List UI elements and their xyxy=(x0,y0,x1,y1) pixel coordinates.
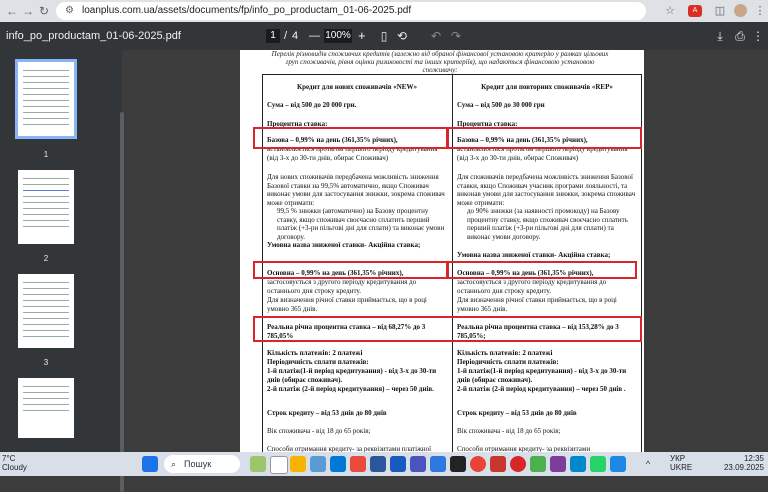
page-separator: / xyxy=(284,30,288,42)
search-label: Пошук xyxy=(184,459,212,469)
extension-icon[interactable]: A xyxy=(688,5,702,17)
new-age: Вік споживача - від 18 до 65 років; xyxy=(267,427,371,435)
rep-main-rate: Основна – 0,99% на день (361,35% річних), xyxy=(457,269,594,277)
page-thumbnail[interactable] xyxy=(18,170,74,244)
more-options-icon[interactable]: ⋮ xyxy=(752,29,764,43)
highlight-real-rate xyxy=(253,316,642,342)
rep-ways: Способи отримання кредиту- за реквізитами xyxy=(457,445,591,452)
viber-icon[interactable] xyxy=(550,456,566,472)
lang-line-2: UKRE xyxy=(670,463,693,472)
highlight-rep-main-rate xyxy=(447,261,637,279)
rep-discount-item: до 90% знижки (за наявності промокоду) на Базову процентну ставку, якщо споживач своєчасно сплатить перший платіж (+3-ри пільгові дні для сплати) та виконає умови договору. xyxy=(467,207,628,241)
rep-term: Строк кредиту – від 53 днів до 80 днів xyxy=(457,409,577,417)
new-discount-name: Умовна назва зниженої ставки- Акційна ставка; xyxy=(267,241,421,249)
search-icon: ⌕ xyxy=(171,459,177,469)
rep-discount-intro: Для споживачів передбачена можливість зниження Базової ставки, якщо Споживач учасник програми лояльності, та виконав умови для застосування знижки, зокрема споживач може отримати: xyxy=(457,173,636,207)
copilot-icon[interactable] xyxy=(310,456,326,472)
thumbnail-label: 3 xyxy=(43,358,49,367)
rep-payment-2: 2-й платіж (2-й період кредитування) – через 50 днів . xyxy=(457,385,626,393)
widget-icon[interactable] xyxy=(250,456,266,472)
rep-payment-1: 1-й платіж(1-й період кредитування) - від 3-х до 30-ти днів (обирає споживач). xyxy=(457,367,627,384)
language-indicator[interactable] xyxy=(670,454,692,472)
back-icon[interactable]: ← xyxy=(6,4,18,18)
task-view-icon[interactable] xyxy=(270,456,288,474)
file-name: info_po_productam_01-06-2025.pdf xyxy=(6,30,181,42)
app-icon-5[interactable] xyxy=(490,456,506,472)
redo-icon[interactable]: ↷ xyxy=(450,29,462,43)
new-main-note: застосовується з другого періоду кредитування до останнього дня строку кредиту. xyxy=(267,278,417,295)
highlight-new-main-rate xyxy=(253,261,448,279)
new-discount-intro: Для нових споживачів передбачена можливість зниження Базової ставки на 99,5% автоматично, якщо Споживач виконає умови для застосування знижки, зокрема споживач може отримати: xyxy=(267,173,445,207)
new-annual-note: Для визначення річної ставки приймається, що в році умовно 365 днів. xyxy=(267,296,427,313)
page-thumbnail[interactable] xyxy=(18,62,74,136)
weather-widget[interactable] xyxy=(2,454,27,472)
rep-period: Періодичність сплати платежів: xyxy=(457,358,559,366)
zoom-out-button[interactable]: — xyxy=(309,30,320,42)
pdf-toolbar xyxy=(0,22,768,50)
new-base-rate: Базова – 0,99% на день (361,35% річних), xyxy=(267,136,398,144)
thumbnail-label: 2 xyxy=(43,254,49,263)
download-icon[interactable]: ⤓ xyxy=(717,29,723,43)
whatsapp-icon[interactable] xyxy=(590,456,606,472)
page-number-input[interactable]: 1 xyxy=(266,29,280,43)
new-payment-1: 1-й платіж(1-й період кредитування) - від 3-х до 30-ти днів (обирає споживач). xyxy=(267,367,437,384)
new-discount-item: 99,5 % знижки (автоматично) на Базову процентну ставку, якщо споживач своєчасно сплатить перший платіж (+3-ри пільгові дні для сплати) та виконає умови договору. xyxy=(277,207,445,241)
new-sum: Сума – від 500 до 20 000 грн. xyxy=(267,101,357,109)
weather-temp: 7°C xyxy=(2,454,16,463)
taskbar xyxy=(0,452,768,476)
app-icon-6[interactable] xyxy=(530,456,546,472)
new-real-rate: Реальна річна процентна ставка – від 68,27% до 3 785,05% xyxy=(267,323,426,340)
taskbar-search[interactable] xyxy=(164,455,240,473)
zoom-in-button[interactable]: + xyxy=(358,28,366,43)
new-main-rate: Основна – 0,99% на день (361,35% річних), xyxy=(267,269,404,277)
sidebar-scrollbar[interactable] xyxy=(120,112,124,492)
app-icon-1[interactable] xyxy=(350,456,366,472)
rep-annual-note: Для визначення річної ставки приймається, що в році умовно 365 днів. xyxy=(457,296,617,313)
pdf-page xyxy=(240,50,644,452)
app-icon-2[interactable] xyxy=(370,456,386,472)
bookmark-star-icon[interactable]: ☆ xyxy=(665,5,675,17)
site-info-icon[interactable]: ⚙ xyxy=(65,5,74,16)
rep-base-note: встановлюється протягом першого періоду кредитування (від 3-х до 30-ти днів, обирає Споживач) xyxy=(457,145,628,162)
edge-icon[interactable] xyxy=(330,456,346,472)
page-thumbnail[interactable] xyxy=(18,378,74,438)
rep-rate-title: Процентна ставка: xyxy=(457,120,518,128)
weather-text: Cloudy xyxy=(2,463,27,472)
new-rate-title: Процентна ставка: xyxy=(267,120,328,128)
fit-page-icon[interactable]: ▯ xyxy=(380,29,388,43)
browser-chrome xyxy=(0,0,768,22)
new-ways: Способи отримання кредиту- за реквізитами платіжної xyxy=(267,445,432,452)
opera-icon[interactable] xyxy=(510,456,526,472)
app-icon-7[interactable] xyxy=(610,456,626,472)
intro-text: Перелік різновидів споживчих кредитів (залежно від обраної фінансової установою критерію у рамках цільових груп споживачів, рівня оцінки ризиковості та інших критеріїв), що надаються фінансовою установою споживачу: xyxy=(271,50,609,74)
url-text: loanplus.com.ua/assets/documents/fp/info_po_productam_01-06-2025.pdf xyxy=(82,5,412,16)
teams-icon[interactable] xyxy=(410,456,426,472)
print-icon[interactable]: ⎙ xyxy=(735,29,745,43)
undo-icon[interactable]: ↶ xyxy=(430,29,442,43)
highlight-rep-base-rate xyxy=(447,127,642,149)
rotate-icon[interactable]: ⟲ xyxy=(396,29,408,43)
new-period: Періодичність сплати платежів: xyxy=(267,358,369,366)
zoom-input[interactable]: 100% xyxy=(325,30,351,41)
rep-real-rate: Реальна річна процентна ставка – від 153,28% до 3 785,05%; xyxy=(457,323,619,340)
lang-line-1: УКР xyxy=(670,454,686,463)
new-term: Строк кредиту – від 53 днів до 80 днів xyxy=(267,409,387,417)
rep-payments: Кількість платежів: 2 платежі xyxy=(457,349,553,357)
clock[interactable] xyxy=(724,454,764,472)
rep-base-rate: Базова – 0,99% на день (361,35% річних), xyxy=(457,136,588,144)
windows-start-icon[interactable] xyxy=(142,456,158,472)
chrome-icon[interactable] xyxy=(470,456,486,472)
menu-kebab-icon[interactable]: ⋮ xyxy=(754,5,766,17)
total-pages: 4 xyxy=(292,30,299,42)
address-bar[interactable] xyxy=(56,2,646,20)
rep-discount-name: Умовна назва зниженої ставки- Акційна ставка; xyxy=(457,251,611,259)
new-base-note: встановлюється протягом першого періоду кредитування (від 3-х до 30-ти днів, обирає Споживач) xyxy=(267,145,438,162)
rep-sum: Сума – від 500 до 30 000 грн xyxy=(457,101,545,109)
rep-age: Вік споживача - від 18 до 65 років; xyxy=(457,427,561,435)
tray-chevron-icon[interactable]: ^ xyxy=(645,459,651,469)
page-thumbnail[interactable] xyxy=(18,274,74,348)
thumbnail-label: 1 xyxy=(43,150,49,159)
extensions-puzzle-icon[interactable]: ◫ xyxy=(714,5,726,17)
thumbnail-sidebar xyxy=(0,50,122,452)
app-icon-3[interactable] xyxy=(390,456,406,472)
new-heading: Кредит для нових споживачів «NEW» xyxy=(297,83,417,91)
dropbox-icon[interactable] xyxy=(430,456,446,472)
new-payments: Кількість платежів: 2 платежі xyxy=(267,349,363,357)
app-icon-4[interactable] xyxy=(450,456,466,472)
new-payment-2: 2-й платіж (2-й період кредитування) – через 50 днів. xyxy=(267,385,434,393)
telegram-icon[interactable] xyxy=(570,456,586,472)
forward-icon[interactable]: → xyxy=(22,4,34,18)
rep-main-note: застосовується з другого періоду кредитування до останнього дня строку кредиту. xyxy=(457,278,607,295)
reload-icon[interactable]: ↻ xyxy=(38,4,50,18)
file-explorer-icon[interactable] xyxy=(290,456,306,472)
clock-date: 23.09.2025 xyxy=(723,463,764,472)
rep-heading: Кредит для повторних споживачів «REP» xyxy=(481,83,613,91)
highlight-new-base-rate xyxy=(253,127,448,149)
profile-avatar[interactable] xyxy=(734,4,747,17)
clock-time: 12:35 xyxy=(743,454,764,463)
